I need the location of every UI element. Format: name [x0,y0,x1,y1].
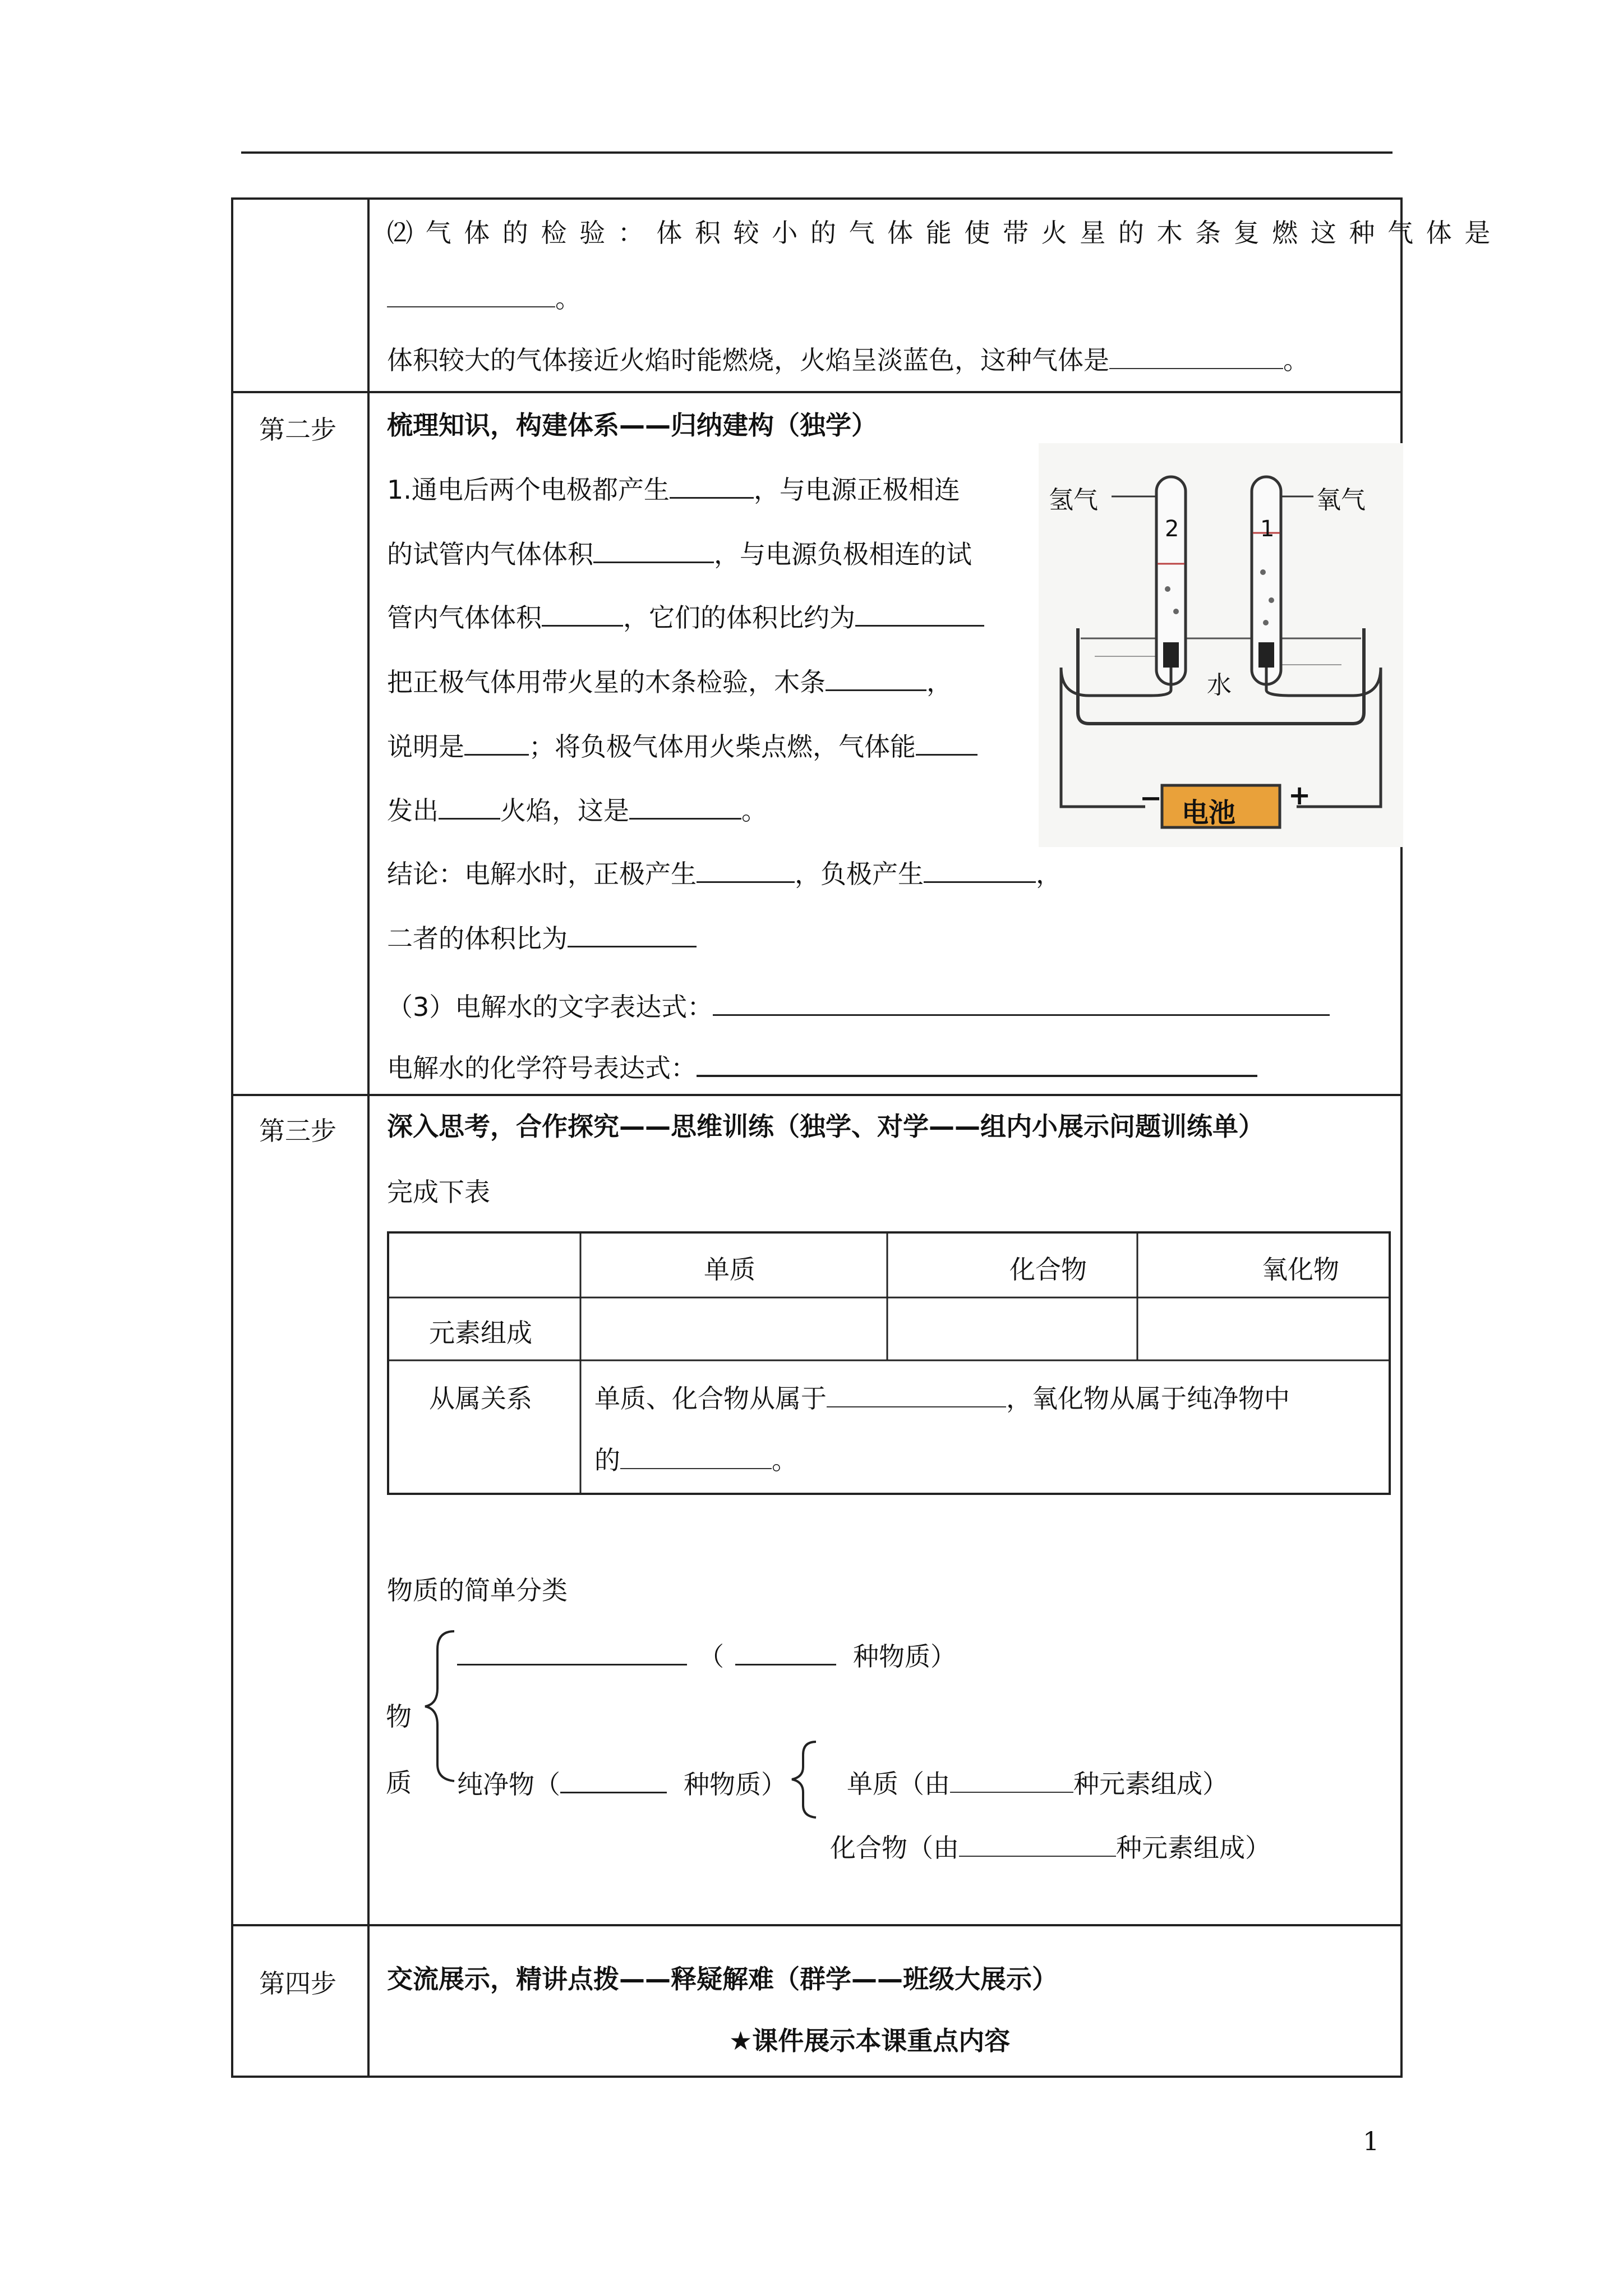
period: 。 [1283,345,1309,375]
text: ，负极产生 [795,859,924,889]
text: 。 [772,1445,797,1475]
text: 纯净物（ [457,1769,560,1800]
row1-line3 [387,342,1309,377]
blank [620,1442,772,1469]
table-border-top [231,197,1403,200]
text: （ [698,1641,724,1672]
text: ， [1036,859,1062,889]
label-zhi: 质 [386,1768,412,1798]
header-rule [241,151,1393,154]
text: ，与电源负极相连的试 [714,539,972,569]
step2-title: 梳理知识，构建体系——归纳建构（独学） [387,410,877,440]
step2-line9 [387,988,1330,1024]
step2-label: 第二步 [259,415,336,445]
text: 。 [741,795,767,826]
text: 管内气体体积 [387,602,542,633]
label-wu: 物 [386,1701,412,1732]
step4-label: 第四步 [259,1968,336,1999]
text: 种元素组成） [1116,1833,1271,1863]
blank [735,1638,836,1665]
label-plus: + [1288,780,1311,811]
blank [924,855,1036,883]
blank [387,280,555,307]
row1-line2 [387,280,581,315]
blank [855,599,984,627]
bubble [1263,620,1269,625]
step2-line2 [387,536,972,571]
electrode-right [1258,642,1274,668]
table-row-divider-3 [231,1924,1403,1926]
text: 二者的体积比为 [387,923,568,954]
brace-pure [792,1742,816,1818]
row1-line3-text: 体积较大的气体接近火焰时能燃烧，火焰呈淡蓝色，这种气体是 [387,345,1109,375]
label-minus: − [1140,783,1163,814]
blank [697,855,795,883]
electrode-left [1163,642,1179,668]
text: 结论：电解水时，正极产生 [387,859,697,889]
text: 单质、化合物从属于 [594,1383,827,1414]
mixture-line [457,1638,956,1673]
text: 1.通电后两个电极都产生 [387,475,670,505]
text: 发出 [387,795,439,826]
text: 种物质） [853,1641,956,1672]
blank [439,792,500,820]
blank [457,1638,687,1665]
blank [826,664,926,691]
step3-intro: 完成下表 [387,1177,490,1207]
text: 把正极气体用带火星的木条检验，木条 [387,667,826,697]
table-frame [388,1232,1390,1494]
text: （3）电解水的文字表达式： [387,992,713,1022]
step4-subtitle: ★课件展示本课重点内容 [729,2026,1011,2056]
step2-line10 [387,1049,1257,1085]
label-water: 水 [1207,671,1232,700]
row2-text-1 [594,1378,1290,1415]
text: ；将负极气体用火柴点燃，气体能 [529,731,916,762]
simple-substance-line [847,1766,1228,1801]
classify-title: 物质的简单分类 [387,1575,568,1605]
period: 。 [555,283,581,314]
label-tube-right: 1 [1260,516,1275,542]
blank [827,1381,1006,1407]
bubble [1269,597,1274,603]
blank [560,1766,667,1793]
text: 单质（由 [847,1769,950,1799]
table-grid [387,1231,1391,1495]
blank [1109,342,1283,369]
blank [697,1049,1257,1077]
blank [916,728,978,756]
table-row-divider-2 [231,1094,1403,1096]
text: ，它们的体积比约为 [623,602,855,633]
brace-substance [425,1631,454,1781]
step2-line6 [387,792,767,827]
header-compound: 化合物 [1009,1254,1087,1285]
text: ，氧化物从属于纯净物中 [1006,1383,1290,1414]
label-oxygen: 氧气 [1316,486,1366,514]
text: 种元素组成） [1073,1769,1228,1799]
row-element-composition: 元素组成 [429,1318,532,1348]
table-border-mid [367,197,370,2077]
label-hydrogen: 氢气 [1049,486,1098,514]
pure-line [457,1766,787,1801]
step2-line7 [387,855,1062,891]
blank [959,1830,1116,1857]
text: 的试管内气体体积 [387,539,593,569]
label-battery: 电池 [1182,797,1236,829]
step2-line5 [387,728,978,763]
blank [568,920,697,947]
table-border-left [231,197,233,2077]
bubble [1173,609,1179,614]
row-subordination: 从属关系 [429,1383,532,1414]
row1-line1: ⑵ 气 体 的 检 验 ： 体 积 较 小 的 气 体 能 使 带 火 星 的 木 条 复 燃 这 种 气 体 是 [387,218,1493,248]
step2-line3 [387,599,984,634]
step2-line1 [387,471,960,507]
table-row-divider-1 [231,391,1403,393]
blank [950,1766,1073,1793]
blank [464,728,529,756]
text: ， [926,667,952,697]
text: 火焰，这是 [500,795,629,826]
blank [593,536,714,563]
text: 种物质） [684,1769,787,1800]
bubble [1165,586,1170,592]
text: 的 [594,1445,620,1475]
text: 化合物（由 [830,1833,959,1863]
text: 电解水的化学符号表达式： [387,1053,697,1083]
step4-title: 交流展示，精讲点拨——释疑解难（群学——班级大展示） [387,1964,1058,1994]
classification-table [387,1231,1391,1495]
row2-text-2 [594,1440,797,1477]
electrolysis-diagram [1039,443,1403,847]
blank [670,471,754,499]
text: 说明是 [387,731,464,762]
step3-label: 第三步 [259,1116,336,1146]
label-tube-left: 2 [1165,516,1179,542]
header-oxide: 氧化物 [1262,1254,1339,1285]
blank [542,599,623,627]
table-border-bottom [231,2076,1403,2078]
bubble [1260,569,1266,575]
blank [713,988,1330,1016]
step2-line4 [387,664,952,699]
compound-line [830,1830,1271,1865]
page-number: 1 [1363,2126,1380,2156]
blank [629,792,741,820]
step3-title: 深入思考，合作探究——思维训练（独学、对学——组内小展示问题训练单） [387,1111,1264,1142]
header-simple-substance: 单质 [704,1254,755,1285]
text: ，与电源正极相连 [753,475,960,505]
step2-line8 [387,920,697,955]
